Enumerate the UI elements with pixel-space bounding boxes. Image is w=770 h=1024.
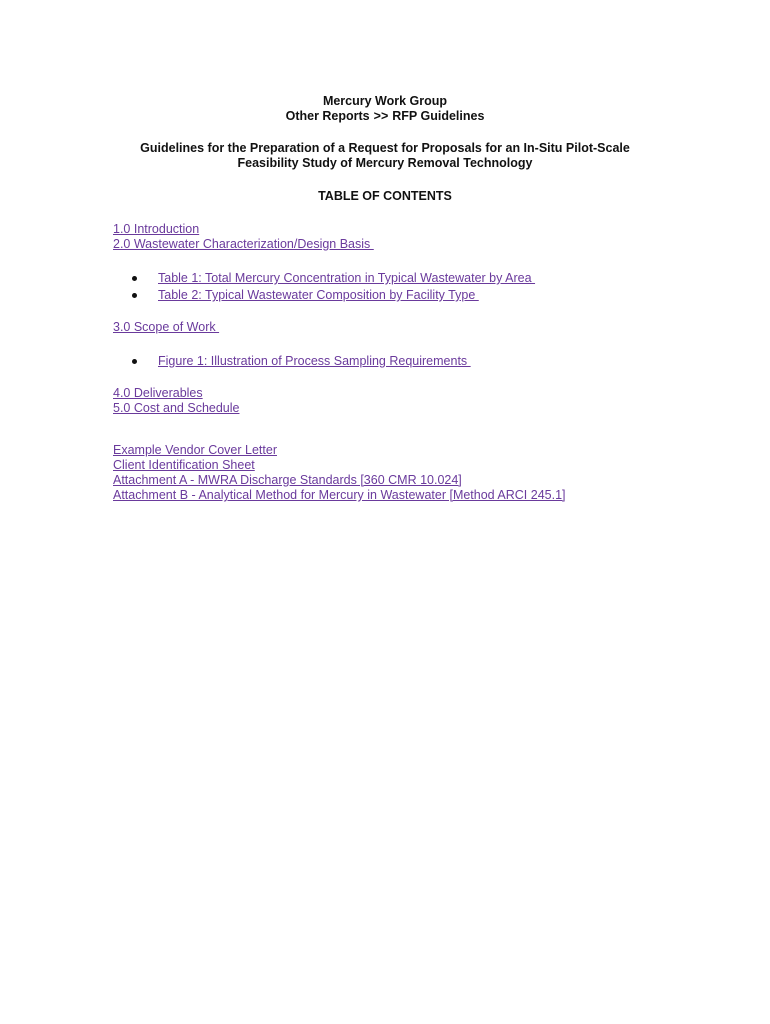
breadcrumb-separator: >> [373, 109, 389, 123]
toc-bullet-list-tables [113, 270, 535, 304]
list-item [113, 353, 471, 370]
toc-section-group-2 [113, 320, 219, 335]
toc-link-deliverables[interactable]: 4.0 Deliverables [113, 386, 203, 400]
document-title [0, 141, 770, 171]
toc-link-vendor-cover-letter[interactable]: Example Vendor Cover Letter [113, 443, 277, 457]
breadcrumb [0, 109, 770, 124]
group-title: Mercury Work Group [322, 94, 448, 108]
breadcrumb-parent: Other Reports [285, 109, 370, 123]
toc-section-group-3 [113, 386, 239, 416]
list-item [113, 270, 535, 287]
bullet-icon [132, 359, 137, 364]
bullet-icon [132, 293, 137, 298]
toc-link-figure-1[interactable]: Figure 1: Illustration of Process Sampling Requirements [158, 354, 471, 368]
toc-heading: TABLE OF CONTENTS [318, 189, 452, 203]
toc-link-table-1[interactable]: Table 1: Total Mercury Concentration in Typical Wastewater by Area [158, 271, 536, 285]
bullet-icon [132, 276, 137, 281]
document-title-line2: Feasibility Study of Mercury Removal Technology [237, 156, 533, 170]
toc-link-table-2[interactable]: Table 2: Typical Wastewater Composition by Facility Type [158, 288, 479, 302]
toc-link-attachment-a[interactable]: Attachment A - MWRA Discharge Standards [360 CMR 10.024] [113, 473, 462, 487]
toc-bullet-list-figures [113, 353, 471, 370]
toc-link-attachment-b[interactable]: Attachment B - Analytical Method for Mercury in Wastewater [Method ARCI 245.1] [113, 488, 566, 502]
toc-link-client-identification-sheet[interactable]: Client Identification Sheet [113, 458, 255, 472]
toc-link-cost-and-schedule[interactable]: 5.0 Cost and Schedule [113, 401, 240, 415]
list-item [113, 287, 535, 304]
toc-section-attachments [113, 443, 566, 503]
toc-section-group-1 [113, 222, 374, 252]
toc-link-scope-of-work[interactable]: 3.0 Scope of Work [113, 320, 220, 334]
document-title-line1: Guidelines for the Preparation of a Request for Proposals for an In-Situ Pilot-Scale [140, 141, 630, 155]
toc-link-wastewater-characterization[interactable]: 2.0 Wastewater Characterization/Design Basis [113, 237, 374, 251]
breadcrumb-current: RFP Guidelines [392, 109, 485, 123]
toc-link-introduction[interactable]: 1.0 Introduction [113, 222, 200, 236]
